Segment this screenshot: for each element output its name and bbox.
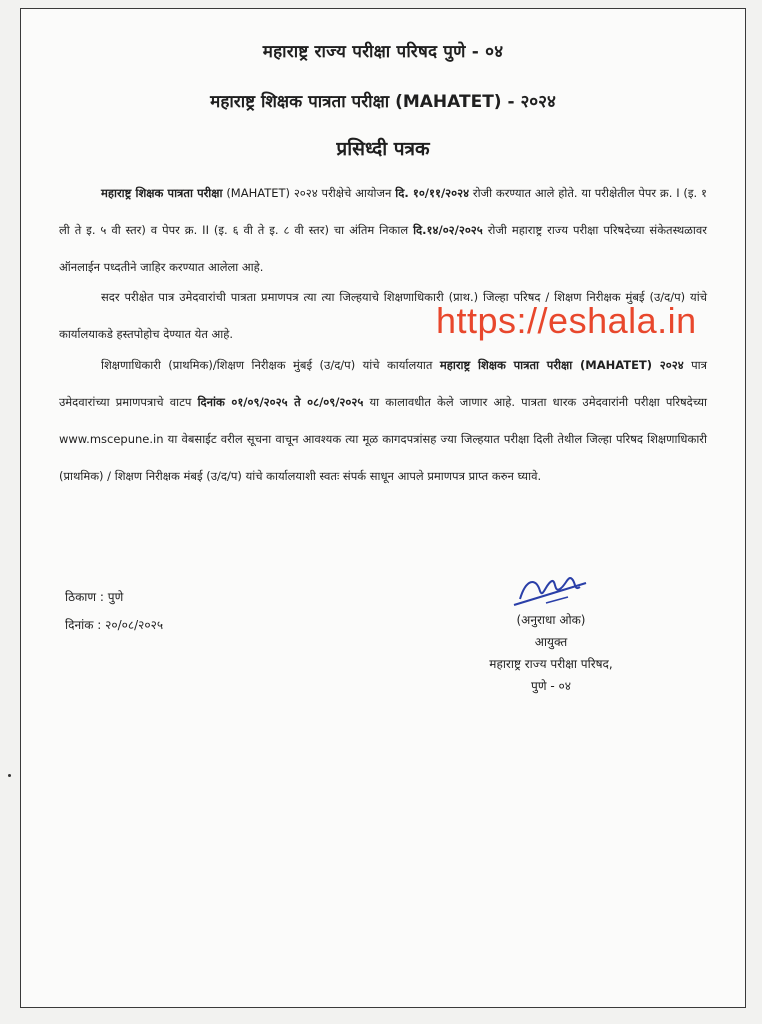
place-date-block [65, 583, 163, 639]
paragraph-result-announcement: महाराष्ट्र शिक्षक पात्रता परीक्षा (MAHATET) २०२४ परीक्षेचे आयोजन दि. १०/११/२०२४ रोजी करण्यात आले होते. या परीक्षेतील पेपर क्र. I (इ. १ ली ते इ. ५ वी स्तर) व पेपर क्र. II (इ. ६ वी ते इ. ८ वी स्तर) चा अंतिम निकाल दि.१४/०२/२०२५ रोजी महाराष्ट्र राज्य परीक्षा परिषदेच्या संकेतस्थळावर ऑनलाईन पध्दतीने जाहिर करण्यात आलेला आहे. [59, 186, 707, 274]
place-line: ठिकाण : पुणे [65, 590, 124, 604]
signatory-block [441, 569, 661, 697]
press-note-title: प्रसिध्दी पत्रक [336, 138, 430, 160]
paragraph-distribution-schedule: शिक्षणाधिकारी (प्राथमिक)/शिक्षण निरीक्षक मुंबई (उ/द/प) यांचे कार्यालयात महाराष्ट्र शिक्षक पात्रता परीक्षा (MAHATET) २०२४ पात्र उमेदवारांच्या प्रमाणपत्राचे वाटप दिनांक ०१/०९/२०२५ ते ०८/०९/२०२५ या कालावधीत केले जाणार आहे. पात्रता धारक उमेदवारांनी परीक्षा परिषदेच्या www.mscepune.in या वेबसाईट वरील सूचना वाचून आवश्यक त्या मूळ कागदपत्रांसह ज्या जिल्हयात परीक्षा दिली तेथील जिल्हा परिषद शिक्षणाधिकारी (प्राथमिक) / शिक्षण निरीक्षक मंबई (उ/द/प) यांचे कार्यालयाशी स्वतः संपर्क साधून आपले प्रमाणपत्र प्राप्त करुन घ्यावे. [59, 358, 707, 483]
signatory-office: महाराष्ट्र राज्य परीक्षा परिषद, [489, 657, 613, 671]
date-line: दिनांक : २०/०८/२०२५ [65, 618, 164, 632]
council-heading: महाराष्ट्र राज्य परीक्षा परिषद पुणे - ०४ [262, 42, 504, 62]
signatory-name: (अनुराधा ओक) [516, 613, 586, 627]
paragraph-certificate-delivery: सदर परीक्षेत पात्र उमेदवारांची पात्रता प्रमाणपत्र त्या त्या जिल्हयाचे शिक्षणाधिकारी (प्राथ.) जिल्हा परिषद / शिक्षण निरीक्षक मुंबई (उ/द/प) यांचे कार्यालयाकडे हस्तपोहोच देण्यात येत आहे. [59, 290, 707, 341]
exam-heading: महाराष्ट्र शिक्षक पात्रता परीक्षा (MAHATET) - २०२४ [210, 92, 556, 112]
handwritten-signature [506, 569, 596, 609]
signatory-city: पुणे - ०४ [531, 679, 571, 693]
notice-page [20, 8, 746, 1008]
exam-date-bold: दि. १०/११/२०२४ [395, 186, 470, 200]
exam-name-bold-2: महाराष्ट्र शिक्षक पात्रता परीक्षा (MAHATET) २०२४ [439, 358, 684, 372]
eshala-watermark: https://eshala.in [436, 300, 697, 341]
signatory-designation: आयुक्त [534, 635, 568, 649]
distribution-dates-bold: दिनांक ०१/०९/२०२५ ते ०८/०९/२०२५ [197, 395, 364, 409]
exam-name-bold: महाराष्ट्र शिक्षक पात्रता परीक्षा [101, 186, 223, 200]
scan-speck [8, 774, 11, 777]
result-date-bold: दि.१४/०२/२०२५ [413, 223, 483, 237]
